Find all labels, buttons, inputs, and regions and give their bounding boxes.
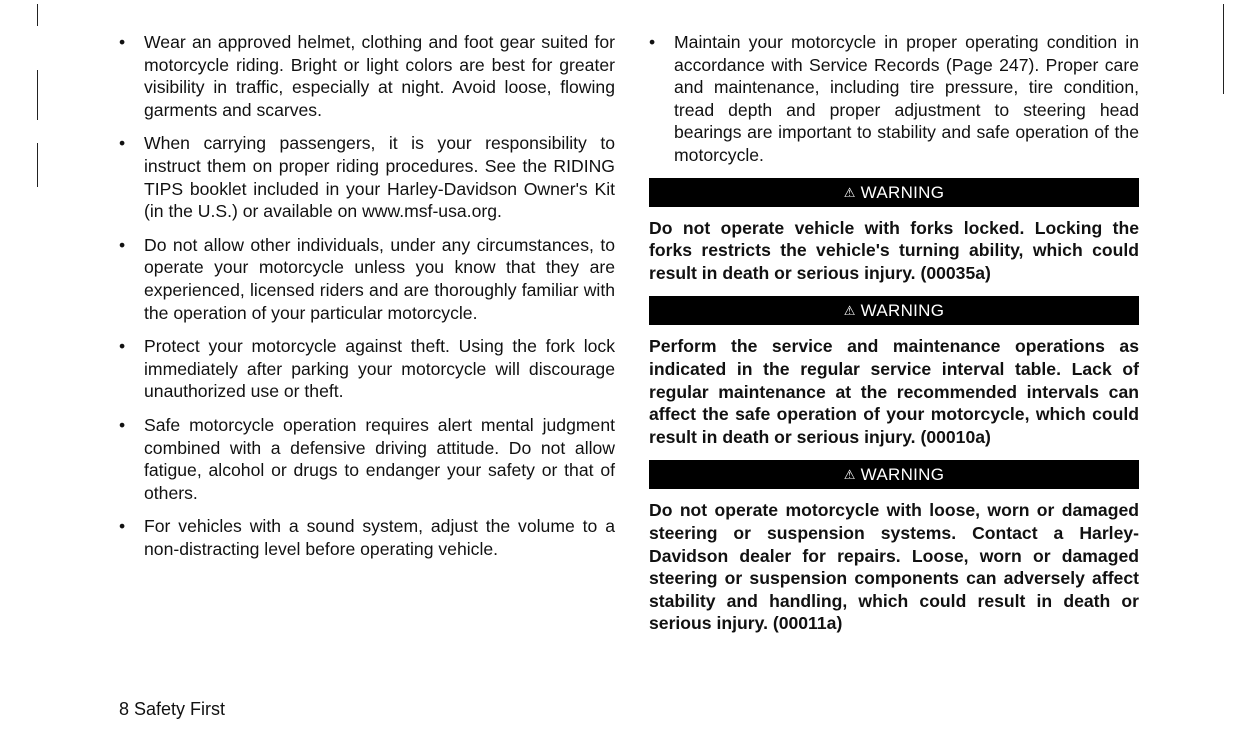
warning-label: WARNING: [860, 301, 945, 321]
scan-edge-line: [37, 70, 38, 120]
list-item-text: Protect your motorcycle against theft. Using the fork lock immediately after parking your motorcycle will discourage unauthorized use or theft.: [144, 336, 615, 402]
warning-text: Do not operate motorcycle with loose, worn or damaged steering or suspension systems. Contact a Harley-Davidson dealer for repairs. Loose, worn or damaged steering or suspension components can adversely affect stability and handling, which could result in death or serious injury. (00011a): [649, 500, 1139, 634]
warning-label: WARNING: [860, 182, 945, 202]
list-item-text: Wear an approved helmet, clothing and foot gear suited for motorcycle riding. Bright or light colors are best for greater visibility in traffic, especially at night. Avoid loose, flowing garments and scarves.: [144, 32, 615, 120]
bullet-icon: •: [649, 32, 656, 52]
warning-text: Perform the service and maintenance operations as indicated in the regular service interval table. Lack of regular maintenance at the recommended intervals can affect the safe operation of your motorcycle, which could result in death or serious injury. (00010a): [649, 336, 1139, 447]
right-column: [649, 31, 1139, 635]
left-column: [119, 31, 615, 571]
bullet-icon: •: [119, 414, 126, 435]
bullet-icon: •: [119, 516, 126, 537]
list-item-text: When carrying passengers, it is your responsibility to instruct them on proper riding procedures. See the RIDING TIPS booklet included in your Harley-Davidson Owner's Kit (in the U.S.) or available on www.msf-usa.org.: [144, 133, 615, 222]
bullet-icon: •: [119, 336, 126, 357]
scan-edge-line: [37, 143, 38, 187]
right-bullet-list: [649, 31, 1139, 167]
list-item-text: For vehicles with a sound system, adjust the volume to a non-distracting level before operating vehicle.: [144, 516, 615, 559]
list-item: [119, 515, 615, 560]
list-item: [119, 132, 615, 222]
warning-banner: [649, 178, 1139, 207]
warning-banner: [649, 296, 1139, 325]
left-bullet-list: [119, 31, 615, 560]
list-item-text: Do not allow other individuals, under any circumstances, to operate your motorcycle unless you know that they are experienced, licensed riders and are thoroughly familiar with the operation of your particular motorcycle.: [144, 234, 615, 323]
warning-triangle-icon: ⚠: [843, 184, 856, 200]
warning-label: WARNING: [860, 465, 945, 485]
bullet-icon: •: [119, 234, 126, 255]
list-item: [119, 31, 615, 121]
list-item-text: Maintain your motorcycle in proper operating condition in accordance with Service Records (Page 247). Proper care and maintenance, including tire pressure, tire condition, tread depth and proper adjustment to steering head bearings are important to stability and safe operation of the motorcycle.: [674, 32, 1139, 165]
warning-triangle-icon: ⚠: [843, 467, 856, 483]
list-item: [119, 335, 615, 403]
list-item: [649, 31, 1139, 167]
warning-text: Do not operate vehicle with forks locked. Locking the forks restricts the vehicle's turning ability, which could result in death or serious injury. (00035a): [649, 217, 1139, 283]
bullet-icon: •: [119, 133, 126, 154]
scan-edge-line: [37, 4, 38, 26]
list-item: [119, 414, 615, 504]
scan-edge-line: [1223, 4, 1224, 94]
page-footer: 8 Safety First: [119, 699, 226, 719]
warning-triangle-icon: ⚠: [843, 303, 856, 319]
warning-banner: [649, 460, 1139, 489]
list-item-text: Safe motorcycle operation requires alert mental judgment combined with a defensive driving attitude. Do not allow fatigue, alcohol or drugs to endanger your safety or that of others.: [144, 414, 615, 503]
bullet-icon: •: [119, 32, 126, 52]
list-item: [119, 234, 615, 324]
